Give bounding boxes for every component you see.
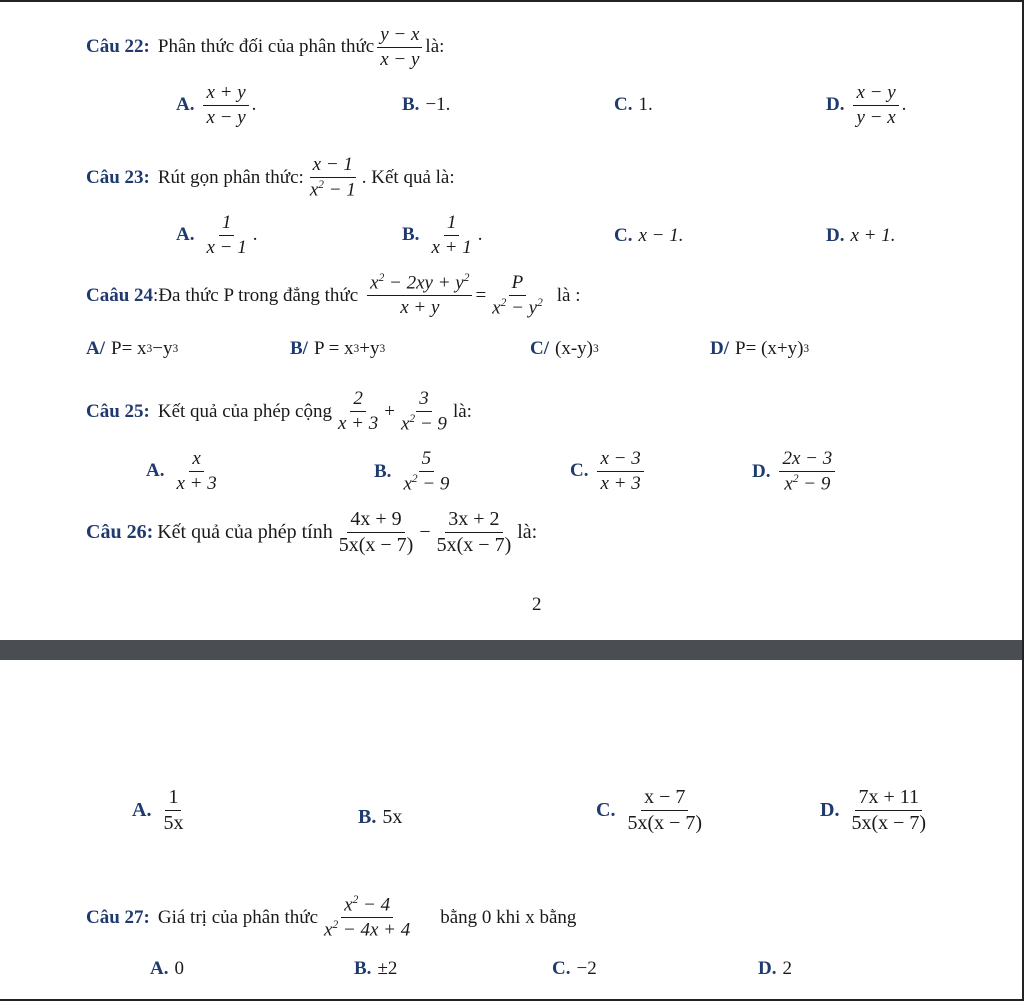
numerator: P (509, 272, 527, 296)
option-text: P = x (313, 338, 354, 359)
plus-sign: + (384, 400, 395, 422)
option-b[interactable] (290, 338, 385, 360)
option-label: B. (354, 958, 372, 979)
denominator: x − 1 (206, 236, 247, 258)
option-label: D. (826, 225, 845, 246)
option-text: 1. (638, 94, 653, 115)
numerator: 4x + 9 (347, 508, 404, 533)
option-d[interactable] (710, 338, 809, 360)
option-label: C/ (530, 338, 549, 359)
exponent: 2 (792, 472, 799, 485)
exponent: 2 (409, 412, 416, 425)
den-b: − 9 (415, 413, 447, 435)
denominator: 5x(x − 7) (851, 812, 927, 834)
denominator (307, 178, 359, 201)
option-label: A. (176, 224, 195, 246)
exponent: 2 (332, 919, 339, 932)
numerator: x − 1 (310, 154, 356, 178)
numerator: 1 (219, 212, 235, 236)
den-b: − y (506, 297, 538, 319)
fraction (400, 448, 452, 495)
exponent: 3 (803, 343, 810, 355)
denominator: 5x (163, 812, 184, 834)
fraction-rhs (489, 272, 546, 319)
option-d[interactable] (826, 82, 906, 129)
page-gap (0, 640, 1024, 660)
option-text: x − 1. (638, 225, 684, 246)
option-text: −y (152, 338, 173, 359)
denominator (398, 412, 450, 435)
exponent: 3 (379, 343, 386, 355)
option-text: −2 (576, 958, 597, 979)
option-text: 2 (782, 958, 792, 979)
fraction (779, 448, 835, 495)
option-d[interactable] (826, 225, 896, 247)
option-label: D. (826, 94, 845, 116)
option-text: −1. (425, 94, 451, 115)
fraction (335, 388, 381, 435)
option-label: B. (374, 460, 392, 482)
option-text: x + 1. (850, 225, 896, 246)
option-label: D. (752, 460, 771, 482)
num-b: − 4 (358, 894, 391, 916)
exponent: 2 (352, 894, 359, 906)
fraction (848, 786, 929, 835)
page-number: 2 (532, 594, 542, 615)
option-label: C. (570, 460, 589, 482)
exponent: 3 (592, 343, 599, 355)
question-label: Câu 27: (86, 906, 150, 928)
minus-sign: − (419, 521, 431, 543)
numerator: x + y (203, 82, 248, 106)
option-label: C. (552, 958, 571, 979)
question-text: Kết quả của phép cộng (157, 400, 332, 422)
question-label: Câu 26: (86, 521, 154, 543)
question-text: Phân thức đối của phân thức (157, 36, 375, 58)
option-a[interactable] (86, 338, 178, 360)
question-text: Giá trị của phân thức (157, 906, 319, 928)
option-label: D. (758, 958, 777, 979)
punct: . (477, 224, 483, 246)
den-a: x (324, 919, 333, 941)
question-label: Câu 25: (86, 400, 150, 422)
exponent: 2 (537, 296, 543, 309)
fraction-lhs (367, 272, 472, 319)
option-d[interactable] (820, 786, 932, 835)
question-tail: là: (452, 400, 472, 422)
den-b: − 9 (798, 473, 831, 495)
exponent: 3 (172, 343, 179, 355)
denominator: 5x(x − 7) (627, 812, 703, 834)
option-d[interactable] (758, 958, 792, 980)
den-b: − 4x + 4 (338, 919, 411, 941)
option-text: (x-y) (555, 338, 593, 359)
option-label: A. (150, 958, 169, 979)
option-label: A. (146, 460, 165, 482)
fraction (336, 508, 417, 557)
option-text: P= x (111, 338, 147, 359)
denominator (400, 472, 452, 495)
den-rest: − 1 (323, 179, 356, 201)
denominator: x − y (380, 48, 420, 70)
numerator: 5 (419, 448, 435, 472)
document-page-bottom (0, 660, 1024, 1001)
option-label: A/ (86, 338, 105, 359)
option-c[interactable] (614, 94, 653, 116)
option-label: B/ (290, 338, 308, 359)
question-text: Rút gọn phân thức: (157, 166, 304, 188)
numerator: 3x + 2 (445, 508, 502, 533)
question-27 (86, 894, 576, 941)
option-c[interactable] (552, 958, 597, 980)
equals-sign: = (475, 284, 487, 306)
option-b[interactable] (354, 958, 397, 980)
option-c[interactable] (614, 225, 684, 247)
question-26 (86, 508, 537, 557)
num-a: x (344, 894, 353, 916)
option-b[interactable] (402, 94, 450, 116)
exponent: 3 (146, 343, 153, 355)
punct: . (252, 224, 258, 246)
numerator: x − y (853, 82, 898, 106)
exponent: 2 (463, 272, 470, 284)
denominator: x − y (206, 106, 246, 128)
question-tail: bằng 0 khi x bằng (440, 906, 577, 928)
punct: . (251, 94, 257, 116)
question-22 (86, 24, 444, 71)
numerator: 1 (444, 212, 460, 236)
fraction (160, 786, 186, 835)
denominator: x + y (400, 297, 440, 319)
question-label: Câu 22: (86, 36, 150, 58)
fraction (203, 82, 248, 129)
fraction (377, 24, 422, 71)
numerator: y − x (377, 24, 422, 48)
fraction (853, 82, 898, 129)
question-tail: là: (517, 521, 538, 543)
question-text: :Đa thức P trong đẳng thức (153, 284, 359, 306)
den-a: x (784, 473, 793, 495)
option-label: C. (614, 94, 633, 115)
numerator: x (189, 448, 203, 472)
fraction (434, 508, 515, 557)
denominator: x + 3 (337, 413, 379, 434)
option-b[interactable] (402, 212, 482, 259)
option-label: A. (132, 799, 152, 821)
fraction (624, 786, 705, 835)
option-text: +y (359, 338, 380, 359)
option-label: A. (176, 94, 195, 116)
denominator (321, 918, 413, 941)
fraction (428, 212, 474, 259)
numerator (367, 272, 472, 296)
question-text: Kết quả của phép tính (157, 521, 333, 543)
denominator: 5x(x − 7) (338, 534, 414, 556)
option-a[interactable] (176, 212, 258, 259)
denominator: y − x (856, 106, 896, 128)
num-a: x (370, 272, 379, 294)
option-a[interactable] (132, 786, 189, 835)
numerator: 7x + 11 (855, 786, 922, 811)
question-25 (86, 388, 472, 435)
option-text: 5x (382, 806, 403, 828)
den-a: x (400, 413, 410, 435)
option-a[interactable] (150, 958, 184, 980)
fraction (398, 388, 450, 435)
exponent: 2 (378, 272, 385, 284)
fraction (307, 154, 359, 201)
option-text: 0 (174, 958, 184, 979)
question-label: Caâu 24 (86, 284, 154, 306)
question-23 (86, 154, 455, 201)
numerator (341, 894, 393, 918)
option-b[interactable] (374, 448, 455, 495)
numerator: 1 (165, 786, 181, 811)
question-tail: là: (425, 36, 445, 58)
denominator: x + 3 (600, 472, 641, 494)
numerator: 2 (350, 388, 366, 412)
option-label: D. (820, 799, 840, 821)
option-a[interactable] (176, 82, 256, 129)
option-label: B. (402, 224, 420, 246)
option-c[interactable] (596, 786, 708, 835)
option-a[interactable] (146, 448, 223, 495)
fraction (173, 448, 219, 495)
den-base: x (309, 179, 319, 201)
exponent: 2 (411, 472, 418, 485)
option-label: C. (596, 799, 616, 821)
option-label: D/ (710, 338, 729, 359)
question-24 (86, 272, 581, 319)
exponent: 2 (318, 178, 324, 191)
numerator: 2x − 3 (779, 448, 835, 472)
denominator (489, 296, 546, 319)
option-b[interactable] (358, 806, 402, 829)
option-label: B. (402, 94, 420, 115)
fraction (203, 212, 249, 259)
denominator (781, 472, 833, 495)
den-a: x (403, 473, 412, 495)
num-b: − 2xy + y (384, 272, 464, 294)
punct: . (901, 94, 907, 116)
fraction (321, 894, 413, 941)
question-tail: . Kết quả là: (361, 166, 455, 188)
den-a: x (492, 297, 501, 319)
den-b: − 9 (417, 473, 450, 495)
denominator: x + 1 (431, 236, 472, 258)
denominator: 5x(x − 7) (436, 534, 512, 556)
option-d[interactable] (752, 448, 838, 495)
denominator: x + 3 (176, 472, 217, 494)
option-c[interactable] (570, 448, 647, 495)
option-text: ±2 (377, 958, 398, 979)
numerator: x − 3 (597, 448, 643, 472)
numerator: x − 7 (641, 786, 688, 811)
question-label: Câu 23: (86, 166, 150, 188)
option-c[interactable] (530, 338, 599, 360)
fraction (597, 448, 643, 495)
question-tail: là : (556, 284, 581, 306)
exponent: 3 (353, 343, 360, 355)
option-label: C. (614, 225, 633, 246)
exponent: 2 (500, 296, 507, 309)
option-label: B. (358, 806, 377, 828)
option-text: P= (x+y) (735, 338, 804, 359)
numerator: 3 (416, 388, 432, 412)
